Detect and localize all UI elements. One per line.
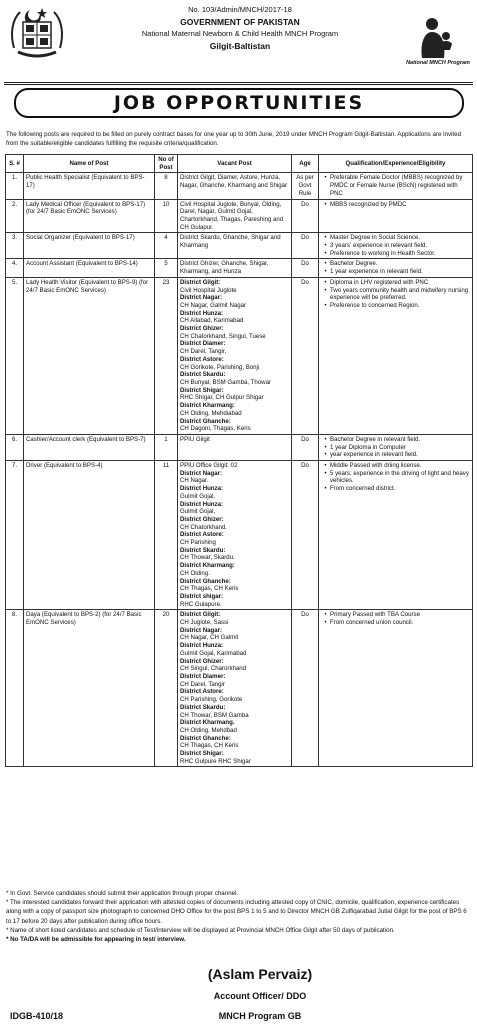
- location-text: District Ghizer, Ghanche, Shigar, Kharmang, and Hunza: [180, 260, 269, 276]
- qualification-item: [321, 279, 470, 287]
- serial-number: 5.: [6, 277, 24, 434]
- location-text: CH Singul, Charorkhand: [180, 665, 247, 673]
- table-row: [6, 434, 473, 460]
- qualification-item: [321, 444, 470, 452]
- header-qualification: Qualification/Experience/Eligibility: [319, 155, 473, 173]
- qualification-item: [321, 201, 470, 209]
- location-text: Gulmit Gojal,: [180, 492, 216, 500]
- qualification-text: 5 years; experience in the driving of light and heavy vehicles.: [330, 469, 469, 485]
- location-text: CH Olding, Mehdiabad: [180, 409, 242, 417]
- bullet-icon: •: [324, 234, 327, 242]
- qualification-text: From concerned district.: [330, 485, 396, 493]
- post-name: Driver (Equivalent to BPS-4): [24, 461, 155, 610]
- bullet-icon: •: [324, 435, 327, 443]
- post-count: 4: [155, 233, 178, 259]
- location-text: CH Parishing: [180, 539, 216, 547]
- post-count: 10: [155, 199, 178, 233]
- table-row: [6, 233, 473, 259]
- post-name: Lady Medical Officer (Equivalent to BPS-17) (for 24/7 Basic EmONC Services): [24, 199, 155, 233]
- district-heading: District shigar:: [180, 592, 224, 600]
- location-text: CH Olding, Mehdbad: [180, 726, 237, 734]
- location-text: PPIU Office Gilgit: 02: [180, 462, 238, 470]
- district-heading: District Shigar:: [180, 386, 224, 394]
- post-name: Lady Health Visitor (Equivalent to BPS-9) (for 24/7 Basic EmONC Services): [24, 277, 155, 434]
- location-text: CH Chatorkhand, Singul, Tuese: [180, 332, 266, 340]
- district-heading: District Astore:: [180, 531, 224, 539]
- table-row: [6, 259, 473, 277]
- bullet-icon: •: [324, 611, 327, 619]
- qualification-text: Middle Passed with driing license.: [330, 462, 422, 470]
- location-text: CH Nagar, CH Galmit: [180, 634, 239, 642]
- table-row: [6, 277, 473, 434]
- program-name: National Maternal Newborn & Child Health MNCH Program: [141, 29, 339, 38]
- location-text: CH Gorikote, Parishing, Bonji: [180, 363, 260, 371]
- qualification-text: year experience in relevant field.: [330, 451, 418, 459]
- serial-number: 3.: [6, 233, 24, 259]
- district-heading: District Ghizer:: [180, 325, 224, 333]
- location-text: CH Olding.: [180, 569, 210, 577]
- serial-number: 1.: [6, 173, 24, 199]
- posts-table: [5, 154, 473, 767]
- location-text: RHC Shigar, CH Gulpur Shigar: [180, 394, 264, 402]
- post-count: 5: [155, 259, 178, 277]
- intro-paragraph: The following posts are required to be filled on purely contract bases for one year up to 30th June, 2019 under MNCH Program Gilgit-Baltistan. Applications are invited from the suitable/eligible candidates fulfilling the requisite criteria/qualification.: [6, 131, 462, 147]
- district-heading: District Nagar:: [180, 469, 222, 477]
- state-emblem-icon: [6, 4, 68, 64]
- age-criteria: Do: [292, 259, 319, 277]
- district-heading: District Skardu:: [180, 371, 226, 379]
- post-name: Cashier/Account clerk (Equivalent to BPS-7): [24, 434, 155, 460]
- district-heading: District Kharmang.: [180, 719, 235, 727]
- signatory-office: MNCH Program GB: [218, 1011, 302, 1021]
- vacant-posts: [178, 233, 292, 259]
- bullet-icon: •: [324, 242, 327, 250]
- qualification-item: [321, 287, 470, 302]
- location-text: CH Darel, Tangir,: [180, 348, 227, 356]
- location-text: Civil Hospital Juglote, Bunyal, Olding, Darel, Nagar, Gulmit Gojal, Chartorkhand, Thagas, Pareshing and CH Gulapur.: [180, 200, 284, 231]
- qualification-item: [321, 619, 470, 627]
- location-text: District Skardu, Ghanche, Shigar and Kharmang: [180, 234, 281, 250]
- bullet-icon: •: [324, 485, 327, 493]
- district-heading: District Gilgit:: [180, 611, 221, 619]
- post-count: 1: [155, 434, 178, 460]
- qualification-item: [321, 302, 470, 310]
- bullet-icon: •: [324, 462, 327, 470]
- qualification-text: Preference to concerned Region.: [330, 301, 420, 309]
- bullet-icon: •: [324, 469, 327, 477]
- qualification-item: [321, 485, 470, 493]
- header-text: [90, 4, 390, 52]
- location-text: CH Thagas, CH Keris: [180, 585, 239, 593]
- bullet-icon: •: [324, 286, 327, 294]
- notes-section: [6, 889, 472, 944]
- table-body: [6, 173, 473, 767]
- header-post: Name of Post: [24, 155, 155, 173]
- qualification-list: [319, 277, 473, 434]
- logo-caption: National MNCH Program: [406, 60, 470, 66]
- qualification-text: MBBS recognized by PMDC: [330, 200, 407, 208]
- vacant-posts: [178, 259, 292, 277]
- bullet-icon: •: [324, 249, 327, 257]
- location-text: CH Thowar, BSM Gamba: [180, 711, 249, 719]
- qualification-text: Master Degree in Social Science.: [330, 234, 421, 242]
- location-text: CH Nagar.: [180, 477, 209, 485]
- header: [0, 0, 477, 82]
- post-name: Public Health Specialist (Equivalent to BPS-17): [24, 173, 155, 199]
- signatory-designation: Account Officer/ DDO: [213, 991, 307, 1001]
- qualification-list: [319, 610, 473, 767]
- district-heading: District Hunza:: [180, 485, 223, 493]
- table-header-row: [6, 155, 473, 173]
- qualification-item: [321, 451, 470, 459]
- district-heading: District Kharmang:: [180, 402, 235, 410]
- header-age: Age: [292, 155, 319, 173]
- note-item: * In Govt. Service candidates should submit their application through proper channel.: [6, 890, 239, 897]
- vacant-posts: [178, 199, 292, 233]
- location-text: CH Chatorkhand.: [180, 523, 228, 531]
- signatory-name: (Aslam Pervaiz): [207, 966, 313, 982]
- reference-number: No. 103/Admin/MNCH/2017-18: [188, 5, 292, 14]
- serial-number: 8.: [6, 610, 24, 767]
- bullet-icon: •: [324, 301, 327, 309]
- post-count: 8: [155, 173, 178, 199]
- age-criteria: Do: [292, 277, 319, 434]
- location-text: CH Allabad, Karimabad: [180, 317, 244, 325]
- location-text: CH Thagas, CH Keris: [180, 742, 239, 750]
- district-heading: District Kharmang:: [180, 562, 235, 570]
- qualification-list: [319, 259, 473, 277]
- header-count: No of Post: [155, 155, 178, 173]
- qualification-text: Two years community health and midwifery nursing experience will be preferred.: [330, 286, 469, 302]
- qualification-text: Diploma in LHV registered with PNC: [330, 278, 429, 286]
- post-count: 20: [155, 610, 178, 767]
- location-text: Gulmit Gojal, Karimabad: [180, 649, 247, 657]
- qualification-item: [321, 250, 470, 258]
- location-text: District Gilgit, Diamer, Astore, Hunza, Nagar, Ghanche, Kharmang and Shigar: [180, 174, 288, 190]
- note-item: * No TA/DA will be admissible for appearing in test/ interview.: [6, 936, 186, 944]
- location-text: CH Juglote, Sassi: [180, 619, 229, 627]
- serial-number: 2.: [6, 199, 24, 233]
- bullet-icon: •: [324, 443, 327, 451]
- qualification-text: Primary Passed with TBA Course: [330, 611, 420, 619]
- note-item: * The interested candidates forward their application with attested copies of documents including attested copy of CNIC, domicile, qualification, experience certificates along with a copy of passport size photograph to concerned DHO Office for the post BPS 1 to 5 and to Director MNCH GB Zulfiqarabad Jutial Gilgit for the post of BPS 6 to 17 before 20 days after publication during office hours.: [6, 899, 467, 925]
- qualification-text: From concerned union council.: [330, 619, 414, 627]
- qualification-item: [321, 242, 470, 250]
- qualification-list: [319, 461, 473, 610]
- district-heading: District Hunza:: [180, 500, 223, 508]
- post-count: 23: [155, 277, 178, 434]
- note-item: * Name of short listed candidates and schedule of Test/interview will be displayed at Provincial MNCH Office Gilgit after 50 days of publication.: [6, 926, 395, 934]
- district-heading: District Astore:: [180, 355, 224, 363]
- qualification-item: [321, 611, 470, 619]
- location-text: CH Nagar, Galmit Nagar: [180, 301, 247, 309]
- qualification-text: Preference to working in Health Sector.: [330, 249, 436, 257]
- bullet-icon: •: [324, 451, 327, 459]
- age-criteria: Do: [292, 610, 319, 767]
- header-vacant: Vacant Post: [178, 155, 292, 173]
- publication-reference: IDGB-410/18: [10, 1011, 64, 1021]
- qualification-item: [321, 174, 470, 197]
- district-heading: District Shigar:: [180, 750, 224, 758]
- location-text: CH Dagoni, Thagas, Keris: [180, 425, 251, 433]
- qualification-list: [319, 233, 473, 259]
- qualification-list: [319, 434, 473, 460]
- qualification-list: [319, 199, 473, 233]
- vacant-posts: [178, 277, 292, 434]
- location-text: Gulmit Gojal,: [180, 508, 216, 516]
- qualification-text: 1 year Diploma in Computer: [330, 443, 406, 451]
- serial-number: 6.: [6, 434, 24, 460]
- qualification-list: [319, 173, 473, 199]
- page-title: JOB OPPORTUNITIES: [113, 92, 365, 114]
- bullet-icon: •: [324, 174, 327, 182]
- district-heading: District Hunza:: [180, 642, 223, 650]
- location-text: CH Thowar, Skardu.: [180, 554, 235, 562]
- qualification-item: [321, 462, 470, 470]
- qualification-item: [321, 268, 470, 276]
- table-row: [6, 199, 473, 233]
- district-heading: District Diamer:: [180, 673, 226, 680]
- region-name: Gilgit-Baltistan: [209, 41, 271, 51]
- location-text: RHC Gulapure.: [180, 600, 222, 608]
- location-text: CH Bunyal, BSM Gamba, Thowar: [180, 378, 271, 386]
- table-row: [6, 461, 473, 610]
- title-banner: [14, 88, 464, 118]
- location-text: CH Parishing, Gorikote: [180, 696, 243, 704]
- vacant-posts: [178, 173, 292, 199]
- post-name: Daya (Equivalent to BPS-2) (for 24/7 Basic EmONC Services): [24, 610, 155, 767]
- vacant-posts: [178, 434, 292, 460]
- serial-number: 7.: [6, 461, 24, 610]
- vacant-posts: [178, 461, 292, 610]
- district-heading: District Ghanche:: [180, 577, 231, 585]
- table-row: [6, 173, 473, 199]
- district-heading: District Diamer:: [180, 340, 226, 348]
- header-divider: [4, 82, 473, 83]
- district-heading: District Hunza:: [180, 309, 223, 317]
- district-heading: District Nagar:: [180, 294, 222, 302]
- qualification-item: [321, 260, 470, 268]
- district-heading: District Nagar:: [180, 626, 222, 634]
- qualification-item: [321, 234, 470, 242]
- qualification-item: [321, 436, 470, 444]
- district-heading: District Ghanche:: [180, 734, 231, 742]
- header-sr: S. #: [6, 155, 24, 173]
- post-name: Social Organizer (Equivalent to BPS-17): [24, 233, 155, 259]
- vacant-posts: [178, 610, 292, 767]
- district-heading: District Skardu:: [180, 546, 226, 554]
- serial-number: 4.: [6, 259, 24, 277]
- district-heading: District Astore:: [180, 688, 224, 696]
- qualification-text: Preferable Female Doctor (MBBS) recognized by PMDC or Female Nurse (BScN) registered with PNC: [330, 174, 463, 197]
- district-heading: District Ghizer:: [180, 657, 224, 665]
- post-name: Account Assistant (Equivalent to BPS-14): [24, 259, 155, 277]
- bullet-icon: •: [324, 260, 327, 268]
- qualification-text: Bachelor Degree.: [330, 260, 378, 268]
- mnch-logo: [406, 14, 470, 76]
- district-heading: District Ghanche:: [180, 417, 231, 425]
- location-text: CH Darel, Tangir: [180, 680, 225, 688]
- table-row: [6, 610, 473, 767]
- qualification-text: Bachelor Degree in relevant field.: [330, 435, 421, 443]
- qualification-text: 1 year experience in relevant field.: [330, 268, 423, 276]
- qualification-item: [321, 470, 470, 485]
- qualification-text: 3 years' experience in relevant field.: [330, 242, 428, 250]
- district-heading: District Gilgit:: [180, 278, 221, 286]
- age-criteria: Do: [292, 461, 319, 610]
- district-heading: District Skardu:: [180, 703, 226, 711]
- mother-child-icon: [406, 14, 470, 60]
- bullet-icon: •: [324, 268, 327, 276]
- bullet-icon: •: [324, 619, 327, 627]
- government-name: GOVERNMENT OF PAKISTAN: [180, 17, 300, 27]
- age-criteria: Do: [292, 233, 319, 259]
- bullet-icon: •: [324, 200, 327, 208]
- age-criteria: As per Govt Rule: [292, 173, 319, 199]
- header-divider: [4, 84, 473, 85]
- age-criteria: Do: [292, 199, 319, 233]
- district-heading: District Ghizer:: [180, 515, 224, 523]
- location-text: PPIU Gilgit: [180, 435, 210, 443]
- post-count: 11: [155, 461, 178, 610]
- age-criteria: Do: [292, 434, 319, 460]
- location-text: RHC Gulpure RHC Shigar: [180, 757, 251, 765]
- location-text: Civil Hospital Juglote: [180, 286, 237, 294]
- bullet-icon: •: [324, 278, 327, 286]
